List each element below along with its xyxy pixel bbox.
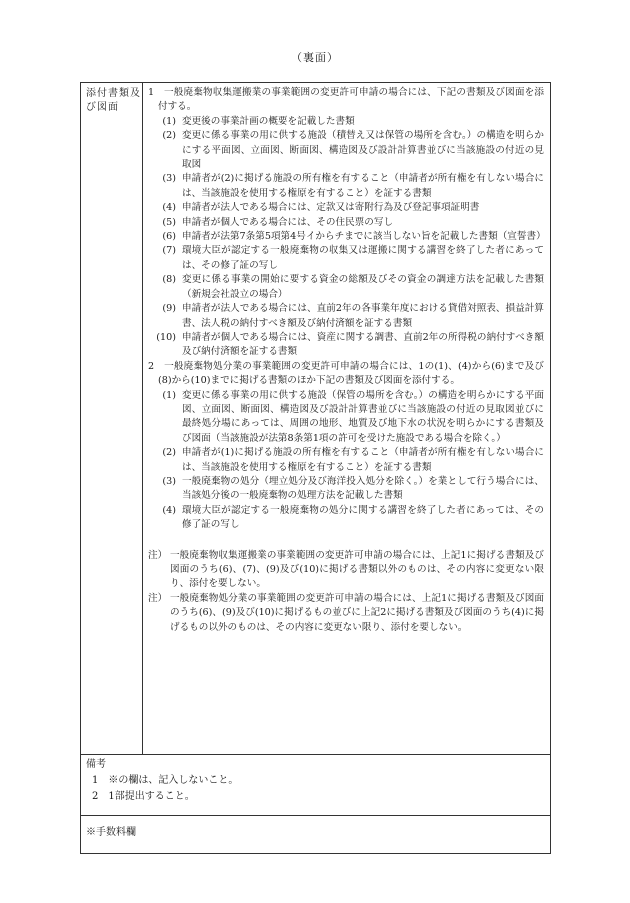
section1-item: (10) 申請者が個人である場合には、資産に関する調書、直前2年の所得税の納付すべき額及び納付済額を証する書類	[156, 331, 544, 358]
section2-item: (2) 申請者が(1)に掲げる施設の所有権を有すること（申請者が所有権を有しない場合には、当該施設を使用する権原を有すること）を証する書類	[162, 447, 544, 473]
section1-item: (2) 変更に係る事業の用に供する施設（積替え又は保管の場所を含む。）の構造を明らかにする平面図、立面図、断面図、構造図及び設計計算書並びに当該施設の付近の見取図	[162, 130, 544, 171]
attachments-content	[143, 83, 551, 755]
attachment-form-table	[80, 82, 551, 854]
section2-list	[148, 389, 544, 533]
section1-item: (1) 変更後の事業計画の概要を記載した書類	[162, 115, 355, 127]
fee-cell: ※手数料欄	[81, 816, 551, 854]
note-item: 注） 一般廃棄物処分業の事業範囲の変更許可申請の場合には、上記1に掲げる書類及び図面のうち(6)、(9)及び(10)に掲げるもの並びに上記2に掲げる書類及び図面のうち(4)に掲げるもの以外のものは、その内容に変更ない限り、添付を要しない。	[148, 592, 544, 633]
section1-item: (3) 申請者が(2)に掲げる施設の所有権を有すること（申請者が所有権を有しない場合には、当該施設を使用する権原を有すること）を証する書類	[162, 173, 544, 199]
section1-item: (6) 申請者が法第7条第5項第4号イからチまでに該当しない旨を記載した書類（宣誓書）	[162, 231, 546, 243]
notes-list	[148, 549, 544, 635]
remark-line: 2 1部提出すること。	[92, 791, 195, 802]
section2-item: (4) 環境大臣が認定する一般廃棄物の処分に関する講習を終了した者にあっては、その修了証の写し	[162, 504, 544, 531]
remarks-cell	[81, 755, 551, 816]
section1-item: (4) 申請者が法人である場合には、定款又は寄附行為及び登記事項証明書	[162, 202, 480, 214]
note-item: 注） 一般廃棄物収集運搬業の事業範囲の変更許可申請の場合には、上記1に掲げる書類及び図面のうち(6)、(7)、(9)及び(10)に掲げる書類以外のものは、その内容に変更ない限り、添付を要しない。	[148, 549, 544, 590]
section1-item: (5) 申請者が個人である場合には、その住民票の写し	[162, 216, 394, 228]
section2-item: (1) 変更に係る事業の用に供する施設（保管の場所を含む。）の構造を明らかにする平面図、立面図、断面図、構造図及び設計計算書並びに当該施設の付近の見取図並びに最終処分場にあっては、周囲の地形、地質及び地下水の状況を明らかにする書類及び図面（当該施設が法第8条第1項の許可を受けた施設である場合を除く。）	[162, 389, 544, 444]
section2-intro: 2 一般廃棄物処分業の事業範囲の変更許可申請の場合には、1の(1)、(4)から(6)まで及び(8)から(10)までに掲げる書類のほか下記の書類及び図面を添付する。	[148, 360, 544, 387]
section1-item: (8) 変更に係る事業の開始に要する資金の総額及びその資金の調達方法を記載した書類（新規会社設立の場合）	[162, 274, 544, 300]
remarks-title: 備考	[86, 759, 106, 770]
remark-line: 1 ※の欄は、記入しないこと。	[92, 775, 239, 786]
section1-intro: 1 一般廃棄物収集運搬業の事業範囲の変更許可申請の場合には、下記の書類及び図面を添付する。	[148, 87, 544, 113]
page-heading: （裏面）	[291, 51, 339, 64]
section2-item: (3) 一般廃棄物の処分（埋立処分及び海洋投入処分を除く。）を業として行う場合には、当該処分後の一般廃棄物の処理方法を記載した書類	[162, 475, 544, 502]
attachments-label: 添付書類及び図面	[81, 83, 143, 755]
section1-list	[148, 115, 544, 360]
section1-item: (9) 申請者が法人である場合には、直前2年の各事業年度における貸借対照表、損益計算書、法人税の納付すべき額及び納付済額を証する書類	[162, 303, 544, 329]
section1-item: (7) 環境大臣が認定する一般廃棄物の収集又は運搬に関する講習を終了した者にあっては、その修了証の写し	[162, 245, 544, 271]
spacer	[148, 533, 544, 549]
